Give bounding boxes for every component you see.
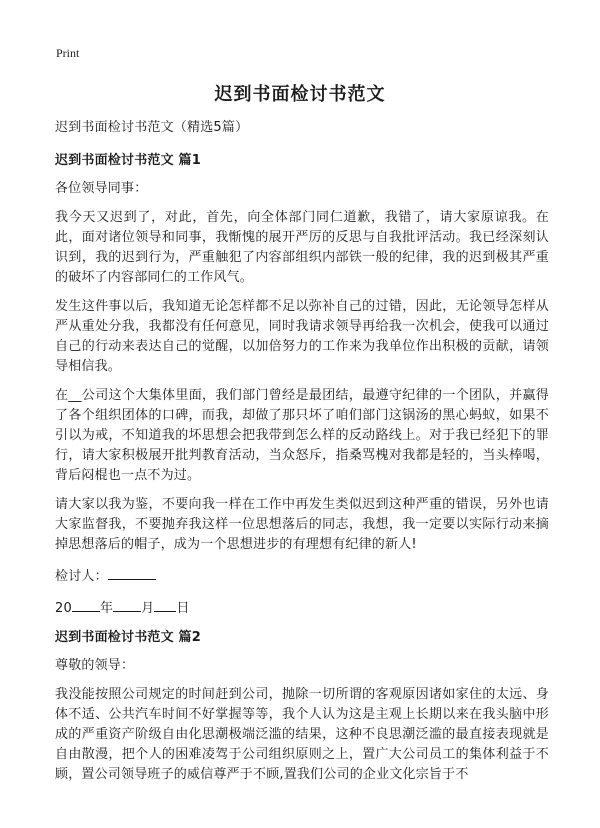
print-link[interactable]: Print — [56, 46, 80, 60]
signature-label: 检讨人： — [55, 569, 108, 584]
document-subtitle: 迟到书面检讨书范文（精选5篇） — [55, 120, 249, 135]
section-1-heading: 迟到书面检讨书范文 篇1 — [55, 153, 201, 168]
section-2-greeting: 尊敬的领导： — [55, 658, 135, 673]
section-2-heading: 迟到书面检讨书范文 篇2 — [55, 630, 201, 645]
year-blank — [72, 597, 100, 612]
signature-line — [55, 565, 549, 587]
section-1-greeting: 各位领导同事： — [55, 181, 148, 196]
month-label: 月 — [141, 601, 155, 616]
section-1-paragraph: 在__公司这个大集体里面，我们部门曾经是最团结，最遵守纪律的一个团队，并赢得了各个组织团体的口碑，而我，却做了那只坏了咱们部门这锅汤的黑心蚂蚁，如果不引以为戒，不知道我的坏思想会把我带到怎么样的反动路线上。对于我已经犯下的罪行，请大家积极展开批判教育活动，当众怒斥，指桑骂槐对我都是轻的，当头棒喝，背后闷棍也一点不为过。 — [55, 388, 549, 483]
date-line — [55, 597, 549, 619]
document-title: 迟到书面检讨书范文 — [214, 84, 386, 105]
date-prefix: 20 — [55, 601, 72, 616]
year-label: 年 — [99, 601, 114, 616]
day-label: 日 — [176, 601, 190, 616]
section-1-paragraph: 发生这件事以后，我知道无论怎样都不足以弥补自己的过错，因此，无论领导怎样从严从重处分我，我都没有任何意见，同时我请求领导再给我一次机会，使我可以通过自己的行动来表达自己的觉醒，以加倍努力的工作来为我单位作出积极的贡献，请领导相信我。 — [55, 299, 549, 374]
section-1-paragraph: 我今天又迟到了，对此，首先，向全体部门同仁道歉，我错了，请大家原谅我。在此，面对诸位领导和同事，我惭愧的展开严厉的反思与自我批评活动。我已经深刻认识到，我的迟到行为，严重触犯了内容部组织内部铁一般的纪律，我的迟到极其严重的破坏了内容部同仁的工作风气。 — [55, 210, 549, 285]
document-content — [55, 118, 549, 794]
signature-blank — [108, 565, 156, 580]
month-blank — [113, 597, 141, 612]
section-1-paragraph: 请大家以我为鉴，不要向我一样在工作中再发生类似迟到这种严重的错误，另外也请大家监督我，不要抛弃我这样一位思想落后的同志，我想，我一定要以实际行动来摘掉思想落后的帽子，成为一个思想进步的有理想有纪律的新人! — [55, 497, 549, 552]
section-2-paragraph: 我没能按照公司规定的时间赶到公司，抛除一切所谓的客观原因诸如家住的太远、身体不适、公共汽车时间不好掌握等等，我个人认为这是主观上长期以来在我头脑中形成的严重资产阶级自由化思潮极端泛滥的结果，这种不良思潮泛滥的最直接表现就是自由散漫，把个人的困难凌驾于公司组织原则之上，置广大公司员工的集体利益于不顾，置公司领导班子的威信尊严于不顾,置我们公司的企业文化宗旨于不 — [55, 687, 549, 782]
day-blank — [154, 597, 176, 612]
